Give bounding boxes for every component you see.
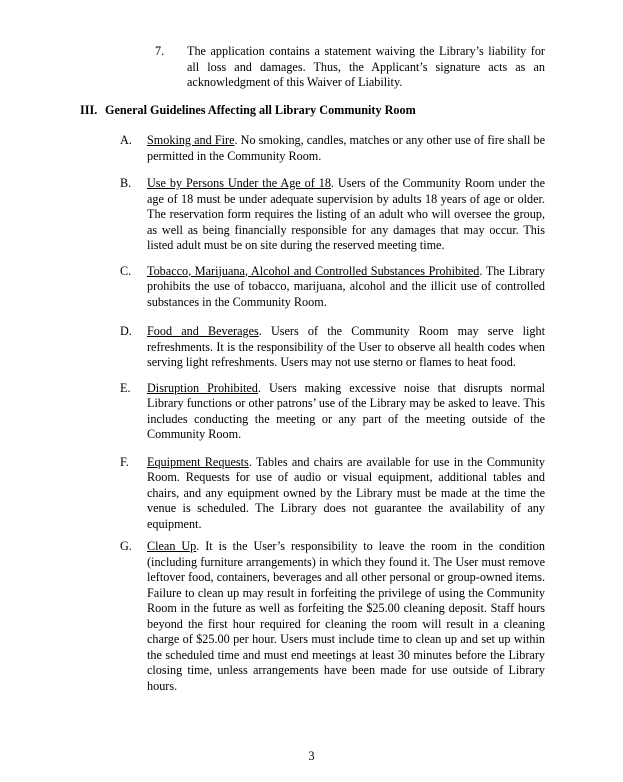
- guideline-item-e: [120, 381, 545, 443]
- item-label: F.: [120, 454, 129, 469]
- item-text: [147, 176, 545, 254]
- section-numeral: III.: [80, 102, 98, 117]
- item-text: The application contains a statement waiving the Library’s liability for all loss and damages. Thus, the Applicant’s signature acts as an acknowledgment of this Waiver of Liability.: [187, 44, 545, 89]
- item-body-text: . Tables and chairs are available for use in the Community Room. Requests for use of audio or visual equipment, additional tables and chairs, and any equipment owned by the Library must be made at the time the venue is scheduled. The Library does not guarantee the availability of any equipment.: [147, 454, 545, 531]
- item-label: A.: [120, 133, 132, 147]
- item-body-text: . Users of the Community Room under the age of 18 must be under adequate supervision by adults 18 years of age or older. The reservation form requires the listing of an adult who will oversee the group, as well as being financially responsible for any damages that may occur. This listed adult must be on site during the reserved meeting time.: [147, 176, 545, 252]
- item-label: C.: [120, 263, 132, 278]
- item-text: [147, 539, 545, 694]
- item-label: D.: [120, 324, 132, 338]
- item-label: E.: [120, 380, 131, 395]
- list-item-7: [155, 44, 545, 91]
- item-text: [147, 324, 545, 371]
- item-body-text: . No smoking, candles, matches or any other use of fire shall be permitted in the Community Room.: [147, 133, 545, 163]
- item-text: [147, 455, 545, 533]
- page-number: 3: [308, 749, 315, 763]
- item-body-text: . It is the User’s responsibility to leave the room in the condition (including furniture arrangements) in which they found it. The User must remove leftover food, containers, beverages and all other personal or group-owned items. Failure to clean up may result in forfeiting the privilege of using the Community Room in the future as well as forfeiting the $25.00 cleaning deposit. Staff hours beyond the first hour required for cleaning the room will result in a cleaning charge of $25.00 per hour. Users must include time to clean up and set up within the scheduled time and must end meetings at least 30 minutes before the Library closing time, unless arrangements have been made for use outside of Library hours.: [147, 539, 545, 693]
- guideline-item-f: [120, 455, 545, 533]
- item-body-text: . Users of the Community Room may serve light refreshments. It is the responsibility of the User to observe all health codes when serving light refreshments. Users may not use sterno or flames to heat food.: [147, 324, 545, 369]
- item-body-text: . Users making excessive noise that disrupts normal Library functions or other patrons’ use of the Library may be asked to leave. This includes conducting the meeting or any part of the meeting outside of the Community Room.: [147, 380, 545, 441]
- item-heading: Food and Beverages: [147, 324, 259, 338]
- item-heading: Disruption Prohibited: [147, 380, 258, 395]
- section-heading: [80, 103, 545, 119]
- item-heading: Equipment Requests: [147, 454, 249, 469]
- guideline-item-a: [120, 133, 545, 164]
- item-text: [147, 264, 545, 311]
- item-heading: Use by Persons Under the Age of 18: [147, 176, 331, 190]
- section-title: General Guidelines Affecting all Library Community Room: [105, 102, 416, 117]
- item-text: [147, 381, 545, 443]
- item-label: B.: [120, 176, 132, 190]
- guideline-item-g: [120, 539, 545, 694]
- guideline-item-c: [120, 264, 545, 311]
- item-heading: Clean Up: [147, 539, 197, 553]
- item-text: [147, 133, 545, 164]
- item-label: G.: [120, 539, 132, 553]
- item-number: 7.: [155, 44, 165, 58]
- guideline-item-b: [120, 176, 545, 254]
- guideline-item-d: [120, 324, 545, 371]
- item-heading: Smoking and Fire: [147, 133, 235, 147]
- item-body-text: . The Library prohibits the use of tobacco, marijuana, alcohol and the illicit use of controlled substances in the Community Room.: [147, 263, 545, 309]
- item-heading: Tobacco, Marijuana, Alcohol and Controlled Substances Prohibited: [147, 263, 480, 278]
